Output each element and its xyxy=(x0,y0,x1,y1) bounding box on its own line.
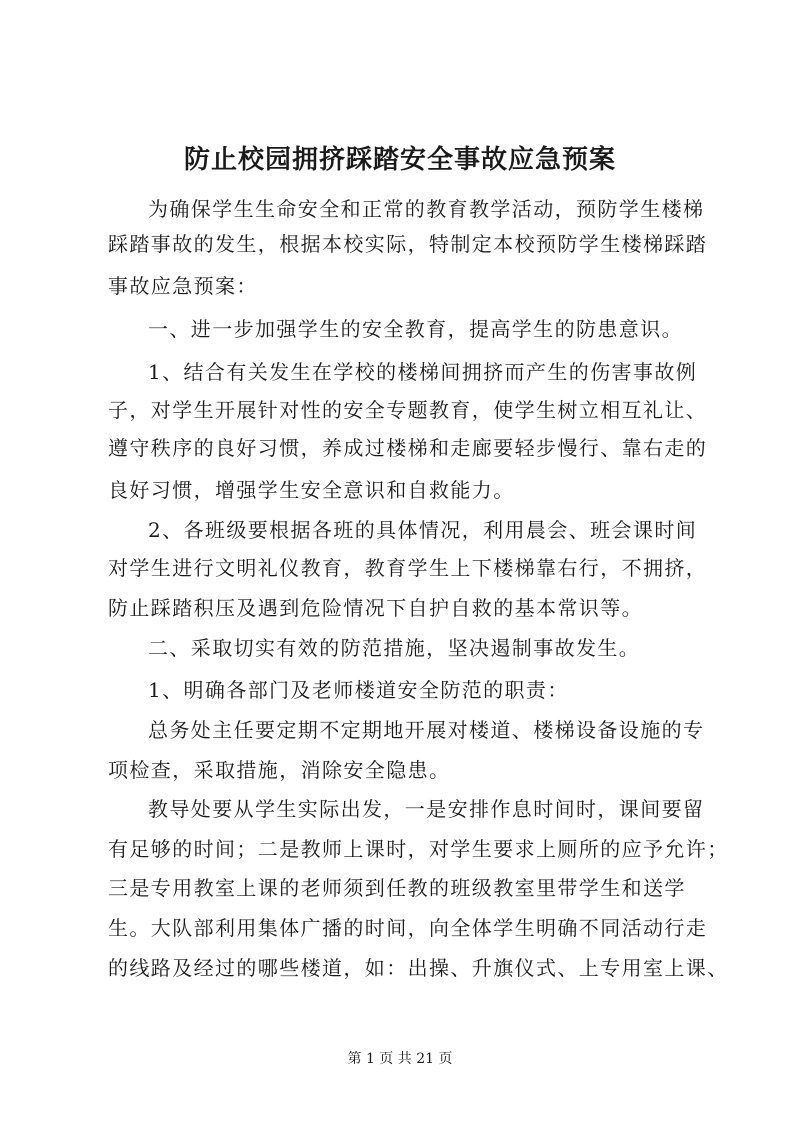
paragraph-line: 三是专用教室上课的老师须到任教的班级教室里带学生和送学 xyxy=(108,876,686,900)
paragraph-line: 对学生进行文明礼仪教育，教育学生上下楼梯靠右行，不拥挤， xyxy=(108,556,708,580)
paragraph-line: 教导处要从学生实际出发，一是安排作息时间时，课间要留 xyxy=(148,797,705,821)
document-title: 防止校园拥挤踩踏安全事故应急预案 xyxy=(183,145,616,175)
section-heading: 二、采取切实有效的防范措施，坚决遏制事故发生。 xyxy=(148,636,641,660)
paragraph-line: 的线路及经过的哪些楼道，如：出操、升旗仪式、上专用室上课、 xyxy=(108,956,729,980)
paragraph-line: 踩踏事故的发生，根据本校实际，特制定本校预防学生楼梯踩踏 xyxy=(108,232,708,256)
paragraph-line: 总务处主任要定期不定期地开展对楼道、楼梯设备设施的专 xyxy=(148,718,705,742)
paragraph-line: 1、明确各部门及老师楼道安全防范的职责： xyxy=(148,678,569,702)
page-footer: 第 1 页 共 21 页 xyxy=(347,1051,453,1067)
paragraph-line: 生。大队部利用集体广播的时间，向全体学生明确不同活动行走 xyxy=(108,916,708,940)
paragraph-line: 项检查，采取措施，消除安全隐患。 xyxy=(108,758,451,782)
paragraph-line: 有足够的时间；二是教师上课时，对学生要求上厕所的应予允许； xyxy=(108,837,729,861)
paragraph-line: 2、各班级要根据各班的具体情况，利用晨会、班会课时间 xyxy=(148,518,698,542)
paragraph-line: 良好习惯，增强学生安全意识和自救能力。 xyxy=(108,478,515,502)
paragraph-line: 防止踩踏积压及遇到危险情况下自护自救的基本常识等。 xyxy=(108,596,643,620)
paragraph-line: 遵守秩序的良好习惯，养成过楼梯和走廊要轻步慢行、靠右走的 xyxy=(108,436,708,460)
paragraph-line: 事故应急预案： xyxy=(108,274,258,298)
paragraph-line: 为确保学生生命安全和正常的教育教学活动，预防学生楼梯 xyxy=(148,197,705,221)
paragraph-line: 子，对学生开展针对性的安全专题教育，使学生树立相互礼让、 xyxy=(108,398,708,422)
section-heading: 一、进一步加强学生的安全教育，提高学生的防患意识。 xyxy=(148,317,683,341)
paragraph-line: 1、结合有关发生在学校的楼梯间拥挤而产生的伤害事故例 xyxy=(148,360,698,384)
